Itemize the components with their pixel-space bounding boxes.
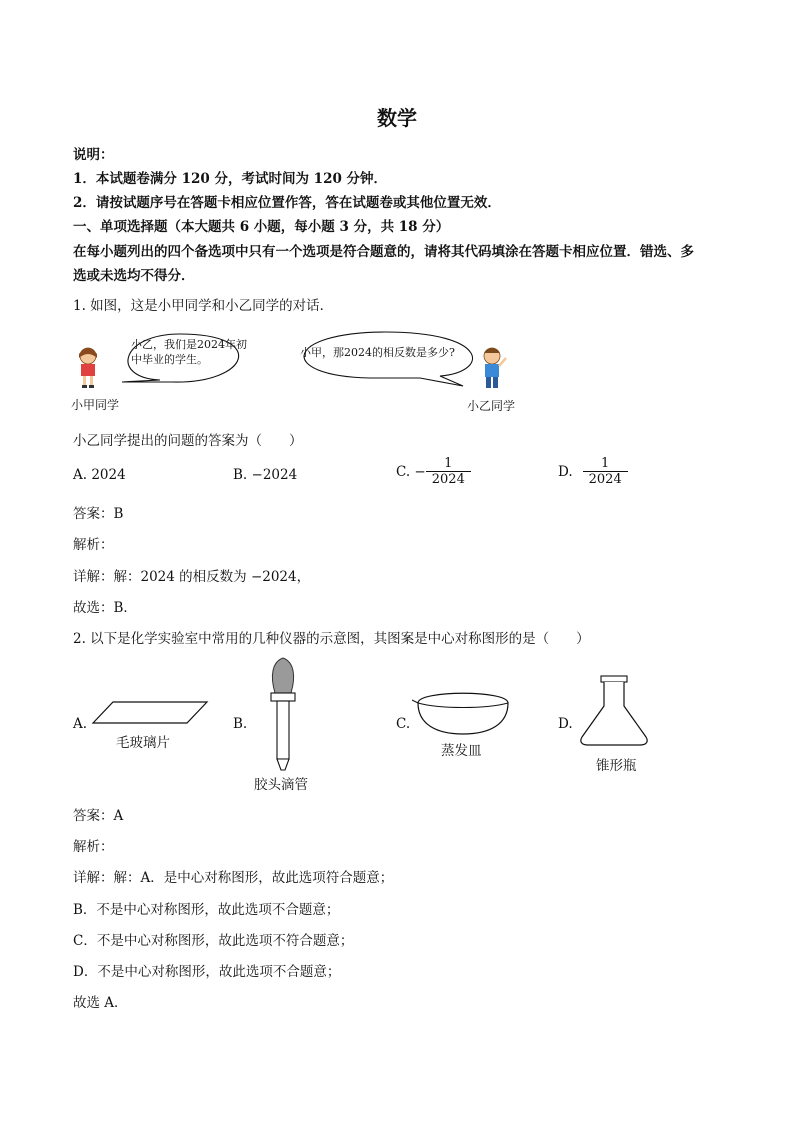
q1-option-d-label: D. bbox=[558, 463, 573, 480]
section-desc-line2: 选或未选均不得分． bbox=[73, 268, 195, 284]
q2-option-d: D. bbox=[558, 716, 573, 732]
fraction-numerator: 1 bbox=[601, 456, 610, 471]
erlenmeyer-flask-figure bbox=[581, 676, 647, 745]
left-bubble-line2: 中毕业的学生。 bbox=[131, 353, 208, 366]
q1-option-a: A. 2024 bbox=[73, 467, 126, 483]
q1-option-c-fraction bbox=[426, 456, 471, 487]
q2-stem: 2. 以下是化学实验室中常用的几种仪器的示意图，其图案是中心对称图形的是（ ） bbox=[73, 631, 590, 647]
fraction-denominator: 2024 bbox=[431, 472, 465, 487]
q1-option-c bbox=[396, 456, 471, 487]
q2-label-a: 毛玻璃片 bbox=[116, 735, 170, 751]
q2-label-b: 胶头滴管 bbox=[254, 777, 308, 793]
right-bubble-text: 小甲，那2024的相反数是多少? bbox=[300, 346, 455, 359]
q1-analysis: 解析： bbox=[73, 537, 114, 553]
frosted-glass-plate-figure bbox=[93, 702, 207, 723]
q1-option-c-label: C. − bbox=[396, 463, 426, 480]
q2-detail-d: D．不是中心对称图形，故此选项不合题意； bbox=[73, 964, 341, 980]
section-heading: 一、单项选择题（本大题共 6 小题，每小题 3 分，共 18 分） bbox=[73, 219, 450, 235]
boy-figure-icon bbox=[484, 348, 506, 388]
instructions-heading: 说明： bbox=[73, 147, 114, 163]
instruction-item-1: 1．本试题卷满分 120 分，考试时间为 120 分钟． bbox=[73, 171, 388, 187]
q1-answer: 答案：B bbox=[73, 506, 124, 522]
left-bubble-line1: 小乙，我们是2024年初 bbox=[131, 338, 247, 351]
q1-stem: 1. 如图，这是小甲同学和小乙同学的对话． bbox=[73, 298, 334, 314]
dropper-figure bbox=[271, 658, 295, 770]
q2-option-c: C. bbox=[396, 716, 411, 732]
instruction-item-2: 2．请按试题序号在答题卡相应位置作答，答在试题卷或其他位置无效． bbox=[73, 195, 501, 211]
q1-option-b: B. −2024 bbox=[233, 467, 298, 483]
person-right-label: 小乙同学 bbox=[467, 399, 516, 413]
q2-answer: 答案：A bbox=[73, 808, 124, 824]
q2-analysis: 解析： bbox=[73, 839, 114, 855]
q1-conclusion: 故选：B． bbox=[73, 600, 137, 616]
q1-option-d bbox=[558, 456, 628, 487]
fraction-numerator: 1 bbox=[444, 456, 453, 471]
page-title: 数学 bbox=[377, 106, 417, 130]
person-left-label: 小甲同学 bbox=[71, 398, 120, 412]
q2-label-d: 锥形瓶 bbox=[596, 758, 637, 774]
q2-detail-c: C．不是中心对称图形，故此选项不符合题意； bbox=[73, 933, 354, 949]
q2-option-a: A. bbox=[73, 716, 88, 732]
q1-option-d-fraction bbox=[583, 456, 628, 487]
q2-detail-a: 详解：解：A．是中心对称图形，故此选项符合题意； bbox=[73, 870, 394, 886]
section-desc-line1: 在每小题列出的四个备选项中只有一个选项是符合题意的，请将其代码填涂在答题卡相应位置．错选、多 bbox=[73, 244, 694, 260]
fraction-denominator: 2024 bbox=[588, 472, 622, 487]
q2-option-b: B. bbox=[233, 716, 248, 732]
q1-detail: 详解：解：2024 的相反数为 −2024， bbox=[73, 569, 311, 585]
q2-conclusion: 故选 A． bbox=[73, 995, 128, 1011]
evaporating-dish-figure bbox=[412, 693, 508, 734]
q2-label-c: 蒸发皿 bbox=[441, 743, 482, 759]
girl-figure-icon bbox=[79, 348, 97, 388]
q1-question: 小乙同学提出的问题的答案为（ ） bbox=[73, 433, 303, 449]
q2-detail-b: B．不是中心对称图形，故此选项不合题意； bbox=[73, 902, 340, 918]
